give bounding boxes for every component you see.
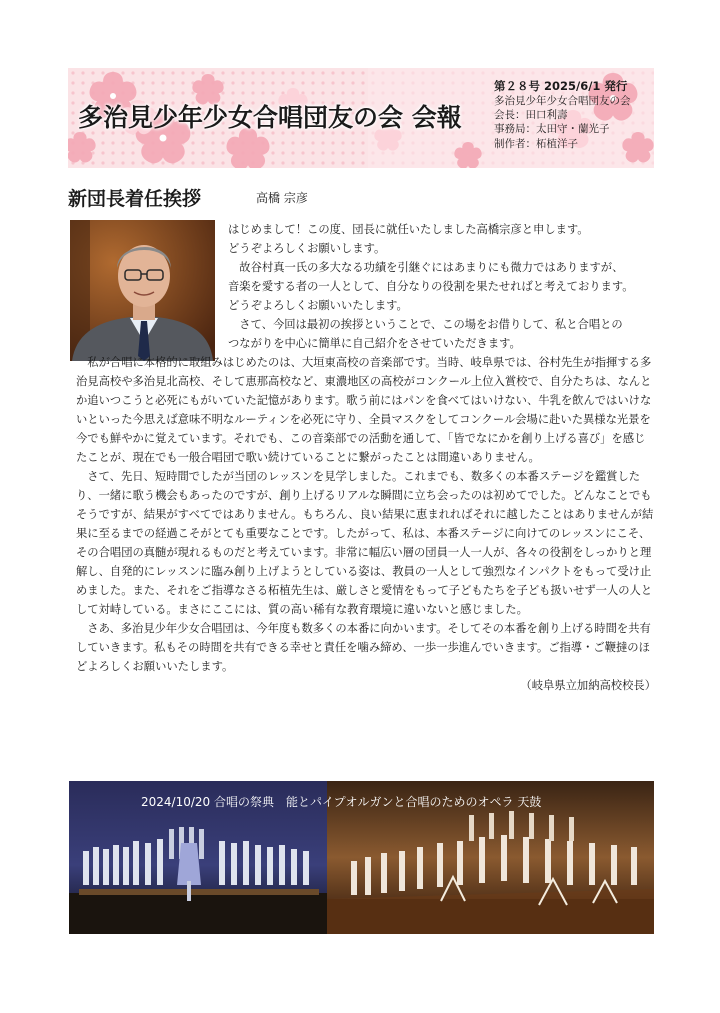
intro-line: 音楽を愛する者の一人として、自分なりの役割を果たせればと考えております。 <box>228 280 634 293</box>
newsletter-banner <box>68 68 654 168</box>
issue-number: 第２８号 <box>494 79 540 93</box>
paragraph-1: 私が合唱に本格的に取組みはじめたのは、大垣東高校の音楽部です。当時、岐阜県では、谷村先生が指揮する多治見高校や多治見北高校、そして恵那高校など、東濃地区の高校がコンクール上位入賞校で、自分たちは、なんとか追いつこうと必死にもがいていた記憶があります。歌う前にはパンを食べてはいけない、牛乳を飲んではいけないといった今思えば意味不明なルーティンを必死に守り、全員マスクをしてコンクール会場に赴いた異様な光景を今でも鮮やかに覚えています。それでも、この音楽部での活動を通して、「皆でなにかを創り上げる喜び」を感じたことが、現在でも一般合唱団で歌い続けていることに繋がったことは間違いありません。 <box>76 356 652 464</box>
article-intro <box>228 220 656 353</box>
newsletter-masthead <box>494 79 631 151</box>
article-author: 高橋 宗彦 <box>256 191 308 205</box>
office-names: 事務局：太田守・蘭光子 <box>494 123 610 136</box>
paragraph-2: さて、先日、短時間でしたが当団のレッスンを見学しました。これまでも、数多くの本番ステージを鑑賞したり、一緒に歌う機会もあったのですが、創り上げるリアルな瞬間に立ち会ったのは初めてでした。どんなことでもそうですが、結果がすべてではありません。もちろん、良い結果に恵まれればそれに越したことはありませんが結果に至るまでの経過こそがとても重要なことです。したがって、私は、本番ステージに向けてのレッスンにこそ、その合唱団の真髄が現れるものだと考えています。非常に幅広い層の団員一人一人が、各々の役割をしっかりと理解し、自発的にレッスンに臨み創り上げようとしている姿は、教員の一人として強烈なインパクトをもって受け止めました。また、それをご指導なさる柘植先生は、厳しさと愛情をもって子どもたちを子ども扱いせず一人の人として対峙している。まさにここには、質の高い稀有な教育環境に違いないと感じました。 <box>76 470 654 616</box>
organization-name: 多治見少年少女合唱団友の会 <box>494 95 631 107</box>
chair-name: 会長：田口利壽 <box>494 109 568 122</box>
issue-line <box>494 79 631 94</box>
photo-caption: 2024/10/20 合唱の祭典 能とパイプオルガンと合唱のためのオペラ 天鼓 <box>141 795 542 809</box>
intro-line: つながりを中心に簡単に自己紹介をさせていただきます。 <box>228 337 521 350</box>
article-body <box>76 220 656 695</box>
article-heading: 新団長着任挨拶 <box>68 188 202 210</box>
intro-line: さて、今回は最初の挨拶ということで、この場をお借りして、私と合唱との <box>228 318 623 331</box>
editor-name: 制作者：柘植洋子 <box>494 137 578 150</box>
paragraph-3: さあ、多治見少年少女合唱団は、今年度も数多くの本番に向かいます。そしてその本番を創り上げる時間を共有していきます。私もその時間を共有できる幸せと責任を噛み締め、一歩一歩進んでいきます。ご指導・ご鞭撻のほどよろしくお願いいたします。 <box>76 622 651 673</box>
intro-line: どうぞよろしくお願いいたします。 <box>228 299 408 312</box>
concert-photo <box>69 781 654 934</box>
issue-date: 2025/6/1 発行 <box>544 79 628 93</box>
intro-line: 故谷村真一氏の多大なる功績を引継ぐにはあまりにも微力ではありますが、 <box>228 261 624 274</box>
newsletter-title: 多治見少年少女合唱団友の会 会報 <box>78 103 462 132</box>
intro-line: どうぞよろしくお願いします。 <box>228 242 386 255</box>
intro-line: はじめまして！この度、団長に就任いたしました高橋宗彦と申します。 <box>228 223 589 236</box>
author-signature: （岐阜県立加納高校校長） <box>520 679 656 692</box>
